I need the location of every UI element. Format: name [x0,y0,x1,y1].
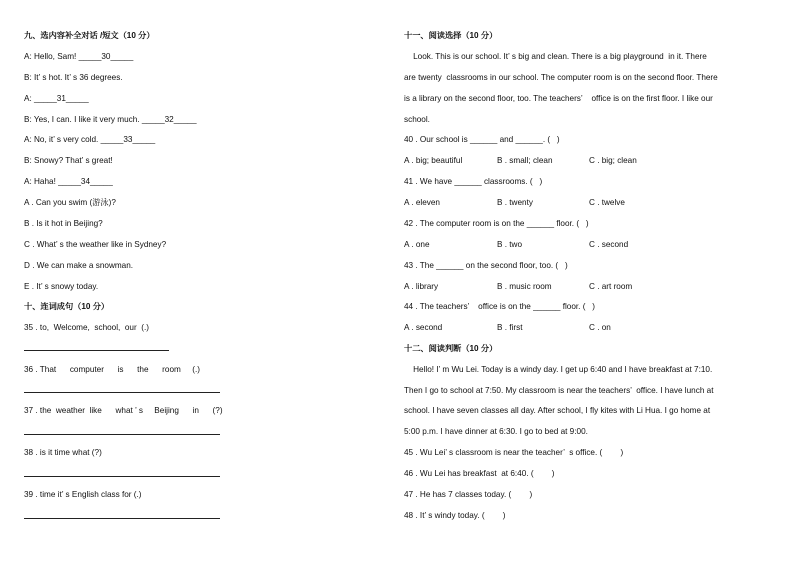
question-45: 45 . Wu Lei’ s classroom is near the teacher’ s office. ( ) [404,448,624,457]
passage-2-line: school. I have seven classes all day. After school, I fly kites with Li Hua. I go home at [404,406,711,415]
passage-2-line: Hello! I’ m Wu Lei. Today is a windy day. I get up 6:40 and I have breakfast at 7:10. [404,365,713,374]
passage-2-line: 5:00 p.m. I have dinner at 6:30. I go to bed at 9:00. [404,427,588,436]
q40-option-b: B . small; clean [497,156,553,165]
section-9-title: 九、选内容补全对话 /短文（10 分） [24,31,155,40]
q40-option-a: A . big; beautiful [404,156,463,165]
q44-option-a: A . second [404,323,443,332]
passage-1-line: are twenty classrooms in our school. The computer room is on the second floor. There [404,73,718,82]
question-35: 35 . to, Welcome, school, our (.) [24,323,149,332]
answer-line-38[interactable] [24,476,220,477]
question-47: 47 . He has 7 classes today. ( ) [404,490,533,499]
dialog-line: A: Hello, Sam! _____30_____ [24,52,134,61]
question-38: 38 . is it time what (?) [24,448,102,457]
answer-line-39[interactable] [24,518,220,519]
question-37: 37 . the weather like what ’ s Beijing in (?) [24,406,223,415]
q41-option-c: C . twelve [589,198,625,207]
section-11-title: 十一、阅读选择（10 分） [404,31,498,40]
question-36: 36 . That computer is the room (.) [24,365,200,374]
q41-option-b: B . twenty [497,198,533,207]
passage-2-line: Then I go to school at 7:50. My classroom is near the teachers’ office. I have lunch at [404,386,714,395]
dialog-line: B: Yes, I can. I like it very much. _____32_____ [24,115,197,124]
passage-1-line: Look. This is our school. It’ s big and clean. There is a big playground in it. There [404,52,707,61]
q41-option-a: A . eleven [404,198,440,207]
q44-option-c: C . on [589,323,611,332]
option-e: E . It’ s snowy today. [24,282,99,291]
q42-option-b: B . two [497,240,523,249]
dialog-line: B: It’ s hot. It’ s 36 degrees. [24,73,123,82]
question-48: 48 . It’ s windy today. ( ) [404,511,506,520]
q44-option-b: B . first [497,323,523,332]
question-40: 40 . Our school is ______ and ______. ( ) [404,135,560,144]
q40-option-c: C . big; clean [589,156,637,165]
section-10-title: 十、连词成句（10 分） [24,302,110,311]
option-b: B . Is it hot in Beijing? [24,219,103,228]
dialog-line: A: _____31_____ [24,94,89,103]
answer-line-35[interactable] [24,350,169,351]
question-44: 44 . The teachers’ office is on the ______ floor. ( ) [404,302,596,311]
q43-option-b: B . music room [497,282,552,291]
option-d: D . We can make a snowman. [24,261,134,270]
passage-1-line: school. [404,115,430,124]
answer-line-36[interactable] [24,392,220,393]
dialog-line: A: Haha! _____34_____ [24,177,113,186]
option-c: C . What’ s the weather like in Sydney? [24,240,167,249]
q42-option-c: C . second [589,240,629,249]
q42-option-a: A . one [404,240,430,249]
question-43: 43 . The ______ on the second floor, too. ( ) [404,261,568,270]
option-a: A . Can you swim (游泳)? [24,198,116,207]
question-41: 41 . We have ______ classrooms. ( ) [404,177,543,186]
section-12-title: 十二、阅读判断（10 分） [404,344,498,353]
dialog-line: A: No, it’ s very cold. _____33_____ [24,135,156,144]
passage-1-line: is a library on the second floor, too. The teachers’ office is on the first floor. I like our [404,94,713,103]
question-39: 39 . time it’ s English class for (.) [24,490,142,499]
question-42: 42 . The computer room is on the ______ floor. ( ) [404,219,589,228]
question-46: 46 . Wu Lei has breakfast at 6:40. ( ) [404,469,555,478]
q43-option-c: C . art room [589,282,633,291]
answer-line-37[interactable] [24,434,220,435]
dialog-line: B: Snowy? That’ s great! [24,156,113,165]
q43-option-a: A . library [404,282,439,291]
